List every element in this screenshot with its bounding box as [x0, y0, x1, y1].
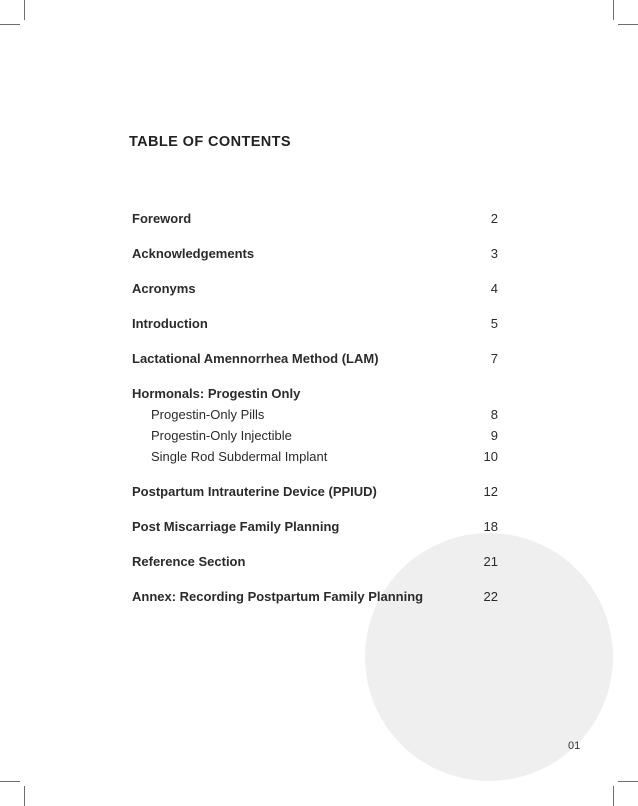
crop-mark-top-left-v	[24, 0, 25, 20]
toc-entry-annex[interactable]	[132, 587, 498, 605]
toc-entry-acknowledgements[interactable]	[132, 244, 498, 262]
toc-entry-page: 3	[490, 245, 498, 261]
toc-entry-reference-section[interactable]	[132, 552, 498, 570]
toc-entry-introduction[interactable]	[132, 314, 498, 332]
toc-entry-foreword[interactable]	[132, 209, 498, 227]
toc-entry-page: 5	[490, 315, 498, 331]
toc-entry-page: 12	[483, 483, 498, 499]
toc-entry-post-miscarriage[interactable]	[132, 517, 498, 535]
page-title: TABLE OF CONTENTS	[129, 134, 291, 150]
toc-entry-acronyms[interactable]	[132, 279, 498, 297]
toc-entry-ppiud[interactable]	[132, 482, 498, 500]
toc-subentry-progestin-only-pills[interactable]	[132, 405, 498, 423]
crop-mark-bottom-right-v	[613, 786, 614, 806]
toc-entry-label: Hormonals: Progestin Only	[132, 385, 301, 401]
toc-entry-label: Annex: Recording Postpartum Family Planning	[132, 588, 424, 604]
crop-mark-top-right-h	[618, 24, 638, 25]
toc-entry-page: 18	[483, 518, 498, 534]
toc-entry-page: 2	[490, 210, 498, 226]
toc-entry-page: 8	[490, 406, 498, 422]
toc-entry-label: Progestin-Only Pills	[151, 406, 265, 422]
toc-entry-label: Introduction	[132, 315, 208, 331]
toc-entry-label: Acknowledgements	[132, 245, 255, 261]
crop-mark-top-right-v	[613, 0, 614, 20]
toc-entry-label: Post Miscarriage Family Planning	[132, 518, 340, 534]
toc-subentry-progestin-only-injectible[interactable]	[132, 426, 498, 444]
toc-entry-label: Single Rod Subdermal Implant	[151, 448, 328, 464]
crop-mark-top-left-h	[0, 24, 20, 25]
toc-entry-page: 9	[490, 427, 498, 443]
toc-entry-page: 7	[490, 350, 498, 366]
crop-mark-bottom-left-v	[24, 786, 25, 806]
toc-entry-page: 22	[483, 588, 498, 604]
page-number: 01	[568, 740, 581, 752]
crop-mark-bottom-left-h	[0, 781, 20, 782]
toc-entry-label: Acronyms	[132, 280, 196, 296]
crop-mark-bottom-right-h	[618, 781, 638, 782]
toc-entry-label: Progestin-Only Injectible	[151, 427, 292, 443]
toc-entry-label: Foreword	[132, 210, 192, 226]
toc-entry-label: Lactational Amennorrhea Method (LAM)	[132, 350, 379, 366]
toc-entry-label: Postpartum Intrauterine Device (PPIUD)	[132, 483, 377, 499]
toc-entry-page: 21	[483, 553, 498, 569]
toc-entry-hormonals[interactable]	[132, 384, 498, 402]
toc-entry-page: 10	[483, 448, 498, 464]
toc-entry-page: 4	[490, 280, 498, 296]
toc-entry-lam[interactable]	[132, 349, 498, 367]
toc-subentry-subdermal-implant[interactable]	[132, 447, 498, 465]
toc-entry-label: Reference Section	[132, 553, 246, 569]
